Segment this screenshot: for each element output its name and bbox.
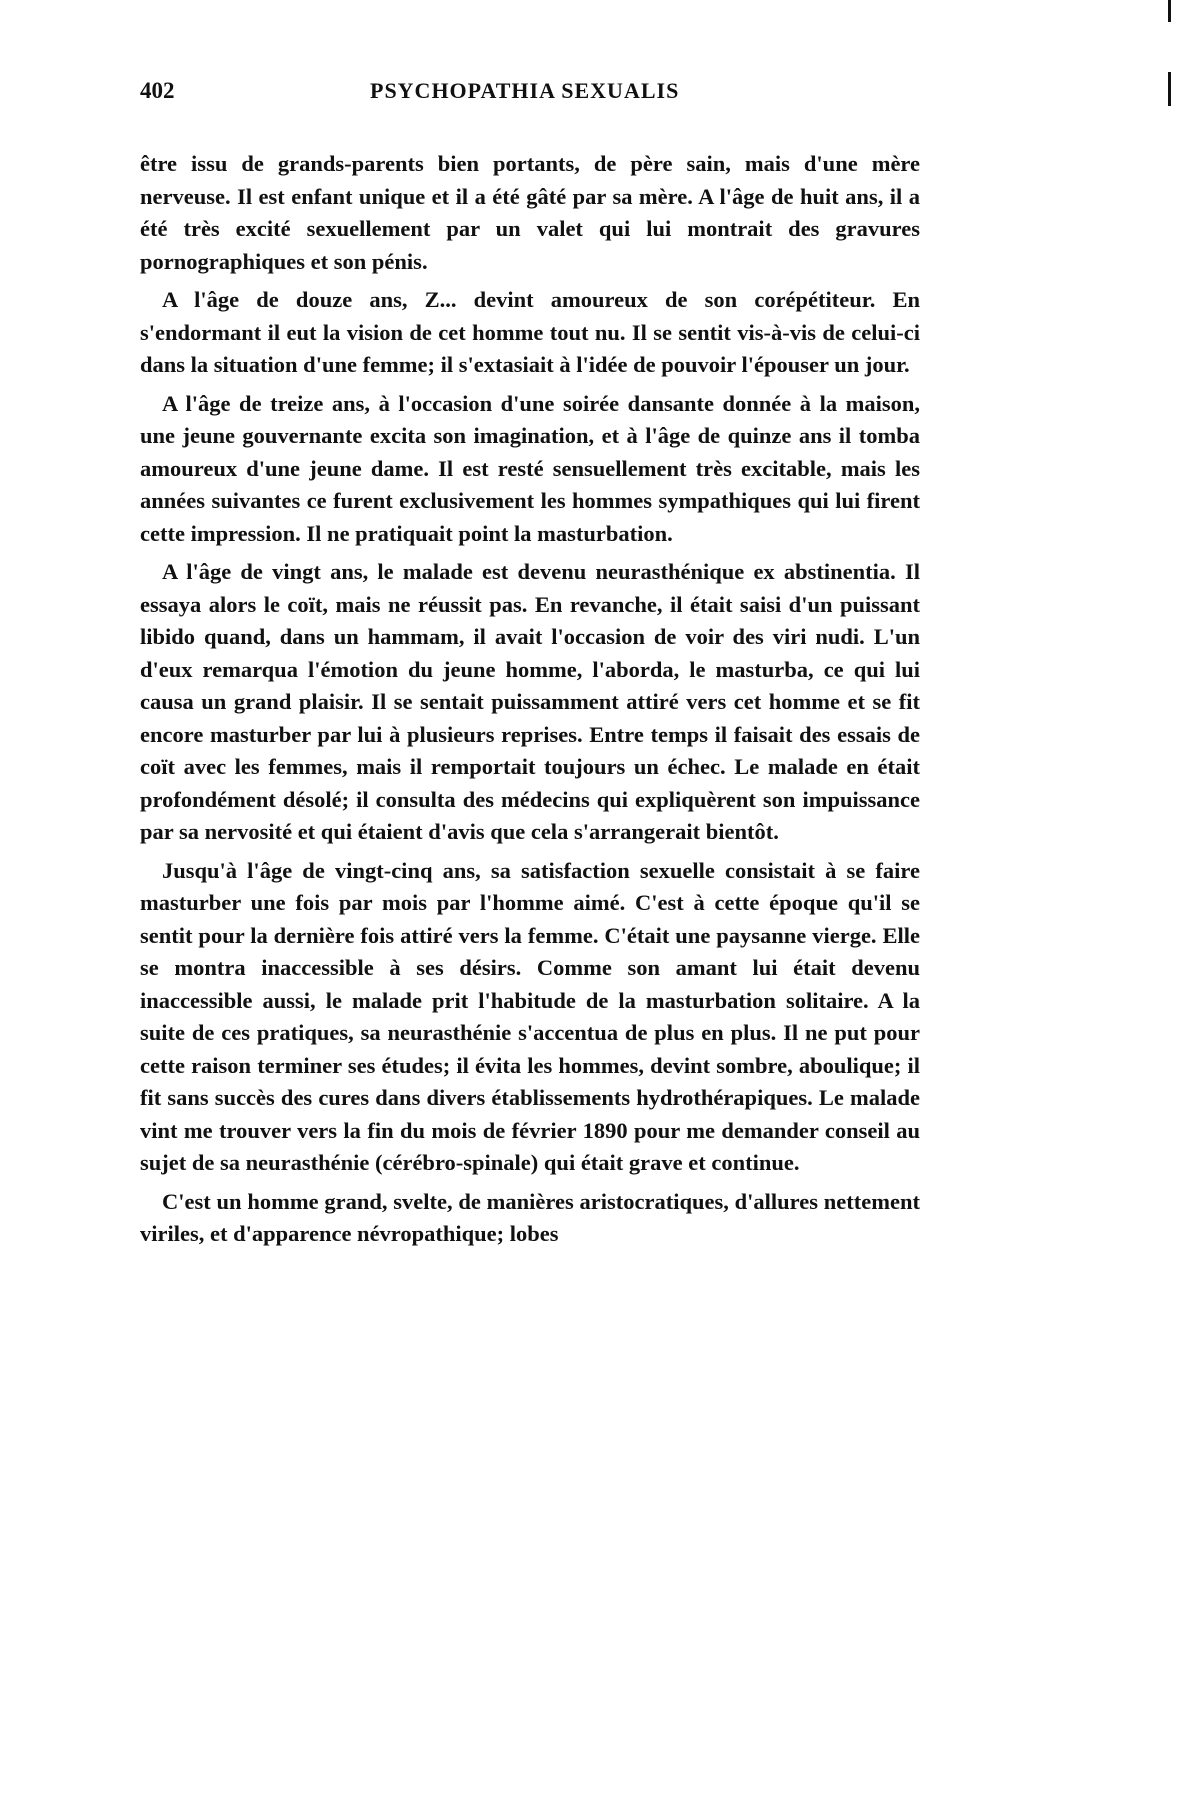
paragraph: A l'âge de treize ans, à l'occasion d'une soirée dansante donnée à la maison, une jeune gouvernante excita son imagination, et à l'âge de quinze ans il tomba amoureux d'une jeune dame. Il est resté sensuellement très excitable, mais les années suivantes ce furent exclusivement les hommes sympathiques qui lui firent cette impression. Il ne pratiquait point la masturbation. bbox=[140, 390, 920, 546]
running-title: PSYCHOPATHIA SEXUALIS bbox=[370, 78, 680, 103]
paragraph: A l'âge de douze ans, Z... devint amoureux de son corépétiteur. En s'endormant il eut la vision de cet homme tout nu. Il se sentit vis-à-vis de celui-ci dans la situation d'une femme; il s'extasiait à l'idée de pouvoir l'épouser un jour. bbox=[140, 287, 920, 377]
page-header bbox=[140, 78, 920, 118]
book-page bbox=[140, 78, 920, 1257]
page-number: 402 bbox=[140, 78, 175, 103]
scan-edge-mark bbox=[1168, 0, 1171, 22]
paragraph: C'est un homme grand, svelte, de manières aristocratiques, d'allures nettement viriles, et d'apparence névropathique; lobes bbox=[140, 1188, 920, 1246]
scan-edge-mark bbox=[1168, 72, 1171, 106]
paragraph: A l'âge de vingt ans, le malade est devenu neurasthénique ex abstinentia. Il essaya alors le coït, mais ne réussit pas. En revanche, il était saisi d'un puissant libido quand, dans un hammam, il avait l'occasion de voir des viri nudi. L'un d'eux remarqua l'émotion du jeune homme, l'aborda, le masturba, ce qui lui causa un grand plaisir. Il se sentait puissamment attiré vers cet homme et se fit encore masturber par lui à plusieurs reprises. Entre temps il faisait des essais de coït avec les femmes, mais il remportait toujours un échec. Le malade en était profondément désolé; il consulta des médecins qui expliquèrent son impuissance par sa nervosité et qui étaient d'avis que cela s'arrangerait bientôt. bbox=[140, 559, 920, 844]
page-body bbox=[140, 148, 920, 1251]
paragraph: Jusqu'à l'âge de vingt-cinq ans, sa satisfaction sexuelle consistait à se faire masturber une fois par mois par l'homme aimé. C'est à cette époque qu'il se sentit pour la dernière fois attiré vers la femme. C'était une paysanne vierge. Elle se montra inaccessible à ses désirs. Comme son amant lui était devenu inaccessible aussi, le malade prit l'habitude de la masturbation solitaire. A la suite de ces pratiques, sa neurasthénie s'accentua de plus en plus. Il ne put pour cette raison terminer ses études; il évita les hommes, devint sombre, aboulique; il fit sans succès des cures dans divers établissements hydrothérapiques. Le malade vint me trouver vers la fin du mois de février 1890 pour me demander conseil au sujet de sa neurasthénie (cérébro-spinale) qui était grave et continue. bbox=[140, 857, 920, 1175]
paragraph: être issu de grands-parents bien portants, de père sain, mais d'une mère nerveuse. Il est enfant unique et il a été gâté par sa mère. A l'âge de huit ans, il a été très excité sexuellement par un valet qui lui montrait des gravures pornographiques et son pénis. bbox=[140, 151, 920, 274]
